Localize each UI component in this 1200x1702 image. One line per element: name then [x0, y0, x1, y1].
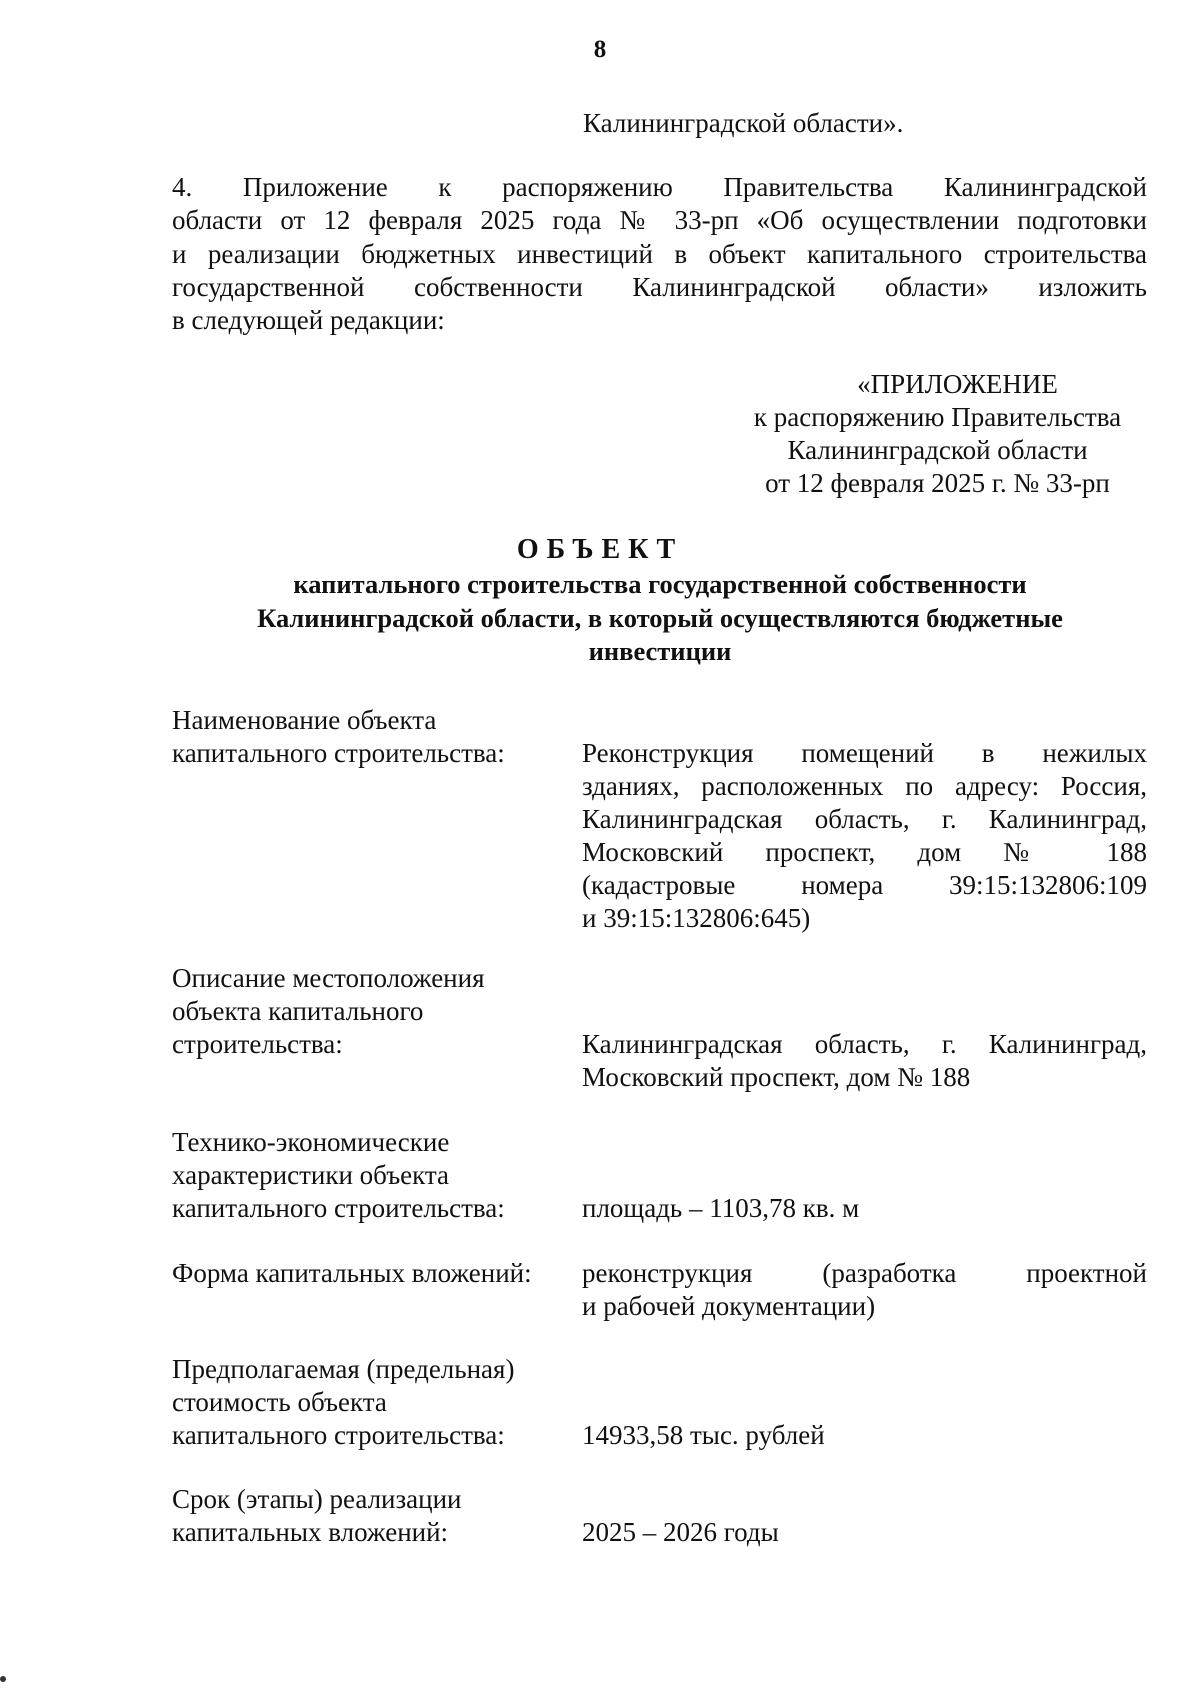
paragraph-4-line-1: 4. Приложение к распоряжению Правительства Калининградской: [172, 172, 1147, 202]
field-term-value: [582, 1516, 1147, 1549]
field-location-label-line-2: объекта капитального: [172, 996, 424, 1026]
field-form-label: [172, 1257, 532, 1290]
paragraph-4-line-2: области от 12 февраля 2025 года № 33-рп «Об осуществлении подготовки: [172, 205, 1147, 235]
field-cost-label-line-3: капитального строительства:: [172, 1420, 505, 1450]
field-cost-value: [582, 1419, 1147, 1452]
field-tech-label-line-2: характеристики объекта: [172, 1160, 450, 1190]
field-location-label-line-3: строительства:: [172, 1029, 343, 1059]
field-name-value-line-1: Реконструкция помещений в нежилых: [582, 738, 1147, 768]
field-form-label-line-1: Форма капитальных вложений:: [172, 1258, 532, 1288]
field-location-label-line-1: Описание местоположения: [172, 963, 485, 993]
field-cost-label-line-2: стоимость объекта: [172, 1387, 387, 1417]
field-form-value: [582, 1257, 1147, 1323]
field-cost-label: [172, 1353, 514, 1452]
field-tech-label-line-1: Технико-экономические: [172, 1127, 450, 1157]
field-name-value-line-2: зданиях, расположенных по адресу: Россия,: [582, 771, 1147, 801]
page-number: 8: [593, 36, 607, 63]
field-name-label-line-1: Наименование объекта: [172, 705, 437, 735]
appendix-line-2: Калининградской области: [787, 435, 1088, 465]
field-name-label: [172, 704, 505, 770]
field-location-label: [172, 962, 485, 1061]
field-form-value-line-1: реконструкция (разработка проектной: [582, 1258, 1147, 1288]
field-term-label-line-1: Срок (этапы) реализации: [172, 1484, 462, 1514]
subheading-line-2: Калининградской области, в который осуществляются бюджетные: [257, 602, 1063, 633]
appendix-block: [735, 368, 1140, 500]
appendix-line-1: к распоряжению Правительства: [753, 402, 1122, 432]
subheading-line-1: капитального строительства государственной собственности: [293, 569, 1027, 599]
paragraph-4-line-4: государственной собственности Калининградской области» изложить: [172, 272, 1147, 302]
field-tech-label-line-3: капитального строительства:: [172, 1193, 505, 1223]
field-location-value: [582, 1028, 1147, 1094]
field-location-value-line-1: Калининградская область, г. Калининград,: [582, 1029, 1147, 1059]
field-name-value-line-3: Калининградская область, г. Калининград,: [582, 804, 1147, 834]
document-heading: ОБЪЕКТ: [516, 534, 684, 565]
field-tech-value: [582, 1192, 1147, 1225]
field-term-label: [172, 1483, 462, 1549]
field-name-value-line-6: и 39:15:132806:645): [582, 903, 811, 933]
field-form-value-line-2: и рабочей документации): [582, 1291, 876, 1321]
appendix-title: «ПРИЛОЖЕНИЕ: [857, 369, 1058, 399]
field-cost-label-line-1: Предполагаемая (предельная): [172, 1354, 515, 1384]
field-term-label-line-2: капитальных вложений:: [172, 1517, 449, 1547]
intro-continuation: Калининградской области».: [583, 108, 904, 138]
field-name-value: [582, 737, 1147, 935]
appendix-line-3: от 12 февраля 2025 г. № 33-рп: [765, 468, 1110, 498]
field-tech-value-line-1: площадь – 1103,78 кв. м: [582, 1193, 860, 1223]
field-name-value-line-4: Московский проспект, дом № 188: [582, 837, 1147, 867]
field-name-label-line-2: капитального строительства:: [172, 738, 505, 768]
paragraph-4-line-3: и реализации бюджетных инвестиций в объект капитального строительства: [172, 239, 1147, 269]
subheading-line-3: инвестиции: [588, 636, 732, 666]
field-location-value-line-2: Московский проспект, дом № 188: [582, 1062, 971, 1092]
paragraph-4-line-5: в следующей редакции:: [172, 305, 445, 335]
scan-mark: [0, 1676, 6, 1682]
field-name-value-line-5: (кадастровые номера 39:15:132806:109: [582, 870, 1147, 900]
field-term-value-line-1: 2025 – 2026 годы: [582, 1517, 779, 1547]
field-tech-label: [172, 1126, 505, 1225]
document-subheading: [180, 568, 1140, 669]
field-cost-value-line-1: 14933,58 тыс. рублей: [582, 1420, 825, 1450]
